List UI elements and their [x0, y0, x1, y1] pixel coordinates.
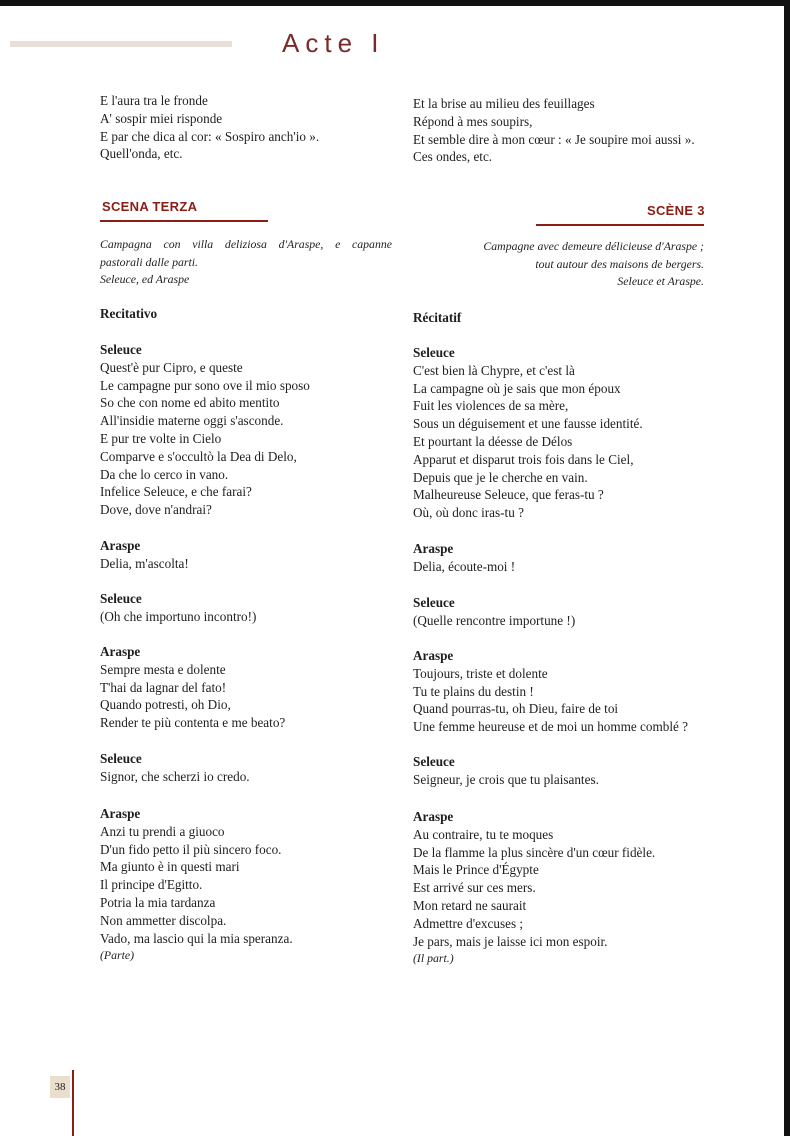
- recitative-heading: Récitatif: [413, 310, 462, 325]
- verse-line: Quando potresti, oh Dio,: [100, 697, 231, 713]
- verse-line: C'est bien là Chypre, et c'est là: [413, 362, 575, 378]
- header-bar: [10, 41, 232, 47]
- speaker-name: Araspe: [100, 538, 141, 553]
- verse-line: Il principe d'Egitto.: [100, 877, 203, 893]
- verse-line: Anzi tu prendi a giuoco: [100, 823, 225, 839]
- speaker-name: Seleuce: [100, 751, 142, 766]
- verse-line: Quest'è pur Cipro, e queste: [100, 359, 243, 375]
- stage-direction-french: [430, 238, 704, 291]
- stage-direction-italian: [100, 236, 392, 289]
- speaker-name: Seleuce: [413, 595, 455, 610]
- verse-line: Dove, dove n'andrai?: [100, 502, 212, 518]
- speech-block: [100, 643, 400, 732]
- scene-title-italian: SCENA TERZA: [102, 199, 198, 214]
- speaker-name: Araspe: [100, 644, 141, 659]
- speech-block: [413, 540, 713, 576]
- exit-direction: (Parte): [100, 948, 135, 963]
- scene-rule-french: [536, 224, 704, 226]
- scan-edge-top: [0, 0, 790, 6]
- speech-block: [413, 808, 713, 968]
- stage-line: Campagne avec demeure délicieuse d'Araspe ;: [483, 239, 704, 253]
- verse-line: E par che dica al cor: « Sospiro anch'io ».: [100, 128, 320, 144]
- verse-line: Da che lo cerco in vano.: [100, 466, 229, 482]
- speaker-name: Araspe: [413, 648, 454, 663]
- scan-edge-right: [784, 0, 790, 1136]
- verse-line: Admettre d'excuses ;: [413, 915, 524, 931]
- verse-line: La campagne où je sais que mon époux: [413, 380, 621, 396]
- verse-line: So che con nome ed abito mentito: [100, 395, 280, 411]
- verse-line: Mais le Prince d'Égypte: [413, 862, 539, 878]
- verse-line: E l'aura tra le fronde: [100, 93, 208, 108]
- speaker-name: Seleuce: [100, 591, 142, 606]
- speech-block: [413, 647, 713, 736]
- verse-line: Non ammetter discolpa.: [100, 912, 227, 928]
- verse-line: (Oh che importuno incontro!): [100, 608, 257, 624]
- verse-line: Apparut et disparut trois fois dans le Ciel,: [413, 451, 634, 467]
- verse-line: Et pourtant la déesse de Délos: [413, 433, 573, 449]
- speaker-name: Seleuce: [100, 342, 142, 357]
- speech-block: [413, 594, 713, 630]
- speech-block: [100, 537, 400, 573]
- verse-line: Est arrivé sur ces mers.: [413, 880, 536, 896]
- verse-line: Le campagne pur sono ove il mio sposo: [100, 377, 310, 393]
- verse-line: Tu te plains du destin !: [413, 683, 534, 699]
- verse-line: A' sospir miei risponde: [100, 110, 223, 126]
- verse-line: De la flamme la plus sincère d'un cœur fidèle.: [413, 844, 656, 860]
- stage-line: pastorali dalle parti.: [100, 254, 198, 269]
- recitative-heading: Recitativo: [100, 306, 158, 321]
- scene-title-french: SCÈNE 3: [647, 203, 705, 218]
- verse-line: Sempre mesta e dolente: [100, 661, 226, 677]
- verse-line: Infelice Seleuce, e che farai?: [100, 484, 252, 500]
- verse-line: Une femme heureuse et de moi un homme comblé ?: [413, 719, 689, 735]
- verse-line: Malheureuse Seleuce, que feras-tu ?: [413, 487, 604, 503]
- verse-line: Et la brise au milieu des feuillages: [413, 96, 595, 111]
- speech-block: [100, 805, 400, 965]
- verse-line: E pur tre volte in Cielo: [100, 430, 222, 446]
- speech-block: [100, 590, 400, 626]
- page-number: 38: [50, 1076, 70, 1098]
- verse-line: Et semble dire à mon cœur : « Je soupire moi aussi ».: [413, 131, 695, 147]
- verse-line: Je pars, mais je laisse ici mon espoir.: [413, 933, 608, 949]
- scene-rule-italian: [100, 220, 268, 222]
- exit-direction: (Il part.): [413, 951, 454, 966]
- intro-italian: [100, 92, 400, 163]
- verse-line: Au contraire, tu te moques: [413, 826, 554, 842]
- verse-line: Toujours, triste et dolente: [413, 665, 548, 681]
- speaker-name: Araspe: [413, 541, 454, 556]
- stage-line: Campagna con villa deliziosa d'Araspe, e capanne: [100, 237, 392, 251]
- verse-line: D'un fido petto il più sincero foco.: [100, 841, 282, 857]
- verse-line: Quell'onda, etc.: [100, 146, 183, 162]
- stage-line: Seleuce et Araspe.: [617, 274, 704, 288]
- speaker-name: Seleuce: [413, 754, 455, 769]
- act-title: Acte I: [282, 28, 385, 58]
- verse-line: Render te più contenta e me beato?: [100, 715, 286, 731]
- verse-line: Fuit les violences de sa mère,: [413, 398, 569, 414]
- speaker-name: Seleuce: [413, 345, 455, 360]
- speaker-name: Araspe: [100, 806, 141, 821]
- verse-line: Vado, ma lascio qui la mia speranza.: [100, 930, 293, 946]
- verse-line: Quand pourras-tu, oh Dieu, faire de toi: [413, 701, 619, 717]
- verse-line: Ces ondes, etc.: [413, 149, 493, 165]
- verse-line: Mon retard ne saurait: [413, 897, 527, 913]
- speech-block: [413, 344, 713, 522]
- verse-line: Delia, m'ascolta!: [100, 555, 189, 571]
- verse-line: Seigneur, je crois que tu plaisantes.: [413, 771, 599, 787]
- speech-block: [413, 753, 713, 789]
- speech-block: [100, 341, 400, 519]
- verse-line: Ma giunto è in questi mari: [100, 859, 240, 875]
- speech-block: [100, 750, 400, 786]
- verse-line: Potria la mia tardanza: [100, 894, 216, 910]
- verse-line: Répond à mes soupirs,: [413, 113, 533, 129]
- stage-line: tout autour des maisons de bergers.: [535, 256, 704, 271]
- verse-line: T'hai da lagnar del fato!: [100, 679, 227, 695]
- footer-rule: [72, 1070, 74, 1136]
- intro-french: [413, 95, 713, 166]
- verse-line: (Quelle rencontre importune !): [413, 612, 576, 628]
- stage-line: Seleuce, ed Araspe: [100, 272, 190, 286]
- verse-line: All'insidie materne oggi s'asconde.: [100, 413, 284, 429]
- verse-line: Signor, che scherzi io credo.: [100, 768, 250, 784]
- verse-line: Comparve e s'occultò la Dea di Delo,: [100, 448, 297, 464]
- verse-line: Delia, écoute-moi !: [413, 558, 516, 574]
- speaker-name: Araspe: [413, 809, 454, 824]
- verse-line: Sous un déguisement et une fausse identité.: [413, 416, 643, 432]
- verse-line: Depuis que je le cherche en vain.: [413, 469, 588, 485]
- verse-line: Où, où donc iras-tu ?: [413, 505, 524, 521]
